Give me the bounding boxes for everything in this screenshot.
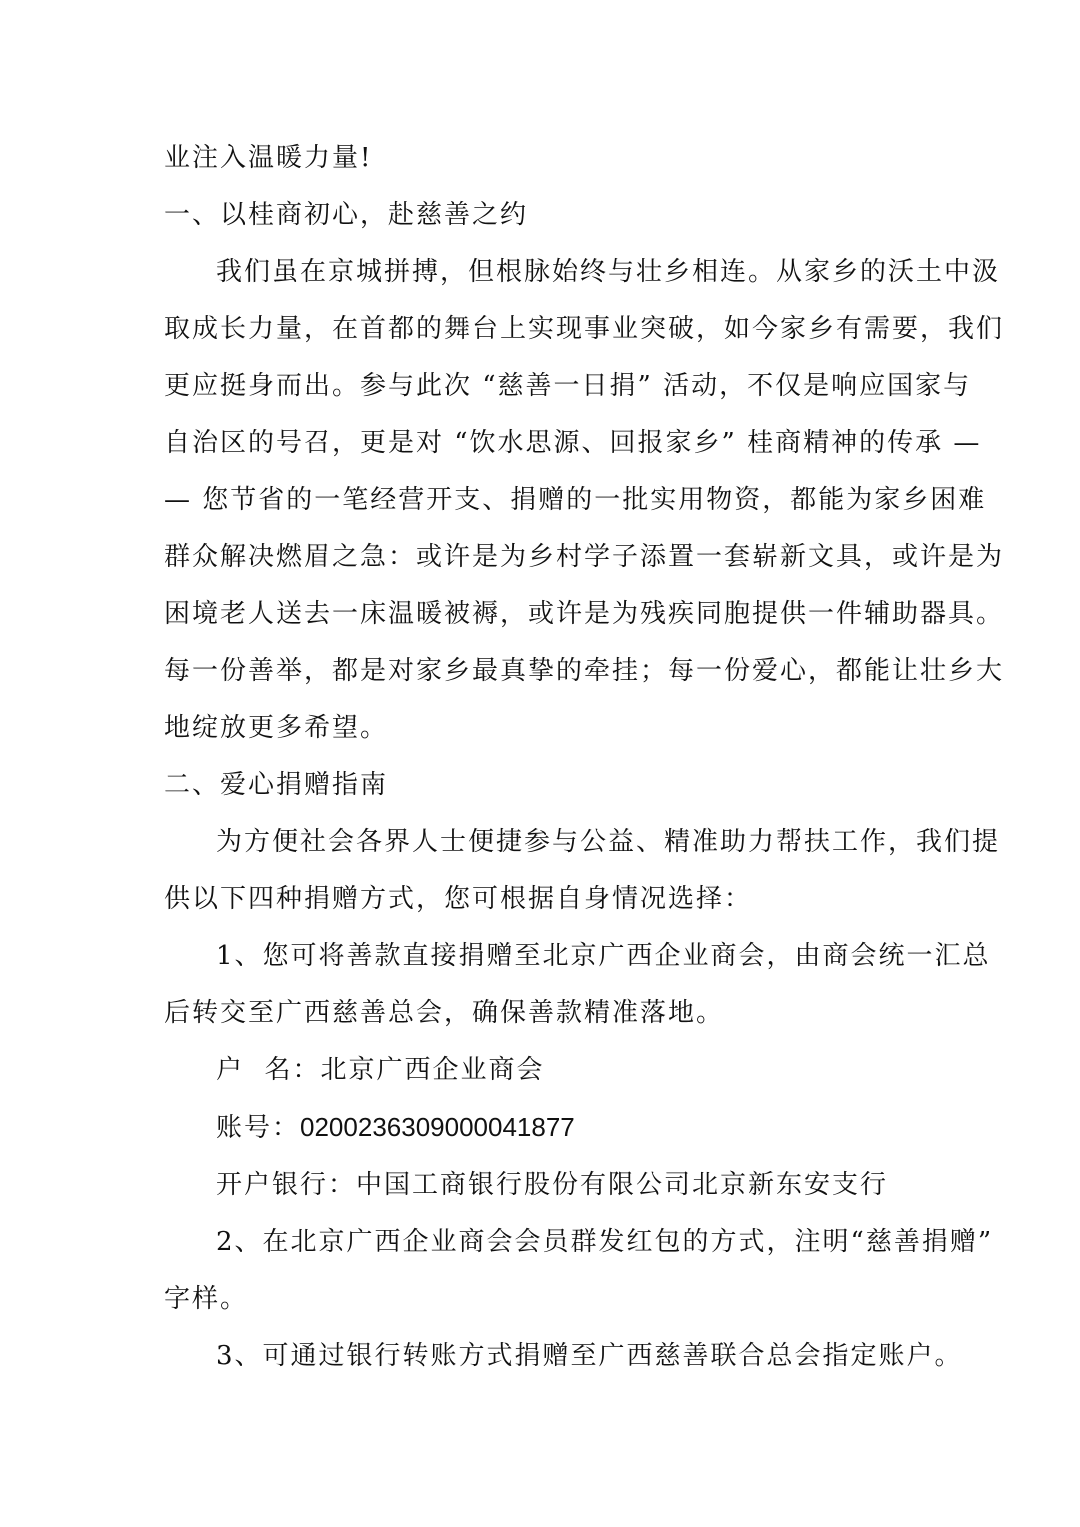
paragraph-line: 字样。: [164, 1284, 249, 1314]
paragraph-line: 为方便社会各界人士便捷参与公益、精准助力帮扶工作，我们提: [216, 827, 1001, 857]
paragraph-line: 每一份善举，都是对家乡最真挚的牵挂；每一份爱心，都能让壮乡大: [164, 656, 1005, 686]
paragraph-line: — 您节省的一笔经营开支、捐赠的一批实用物资，都能为家乡困难: [164, 485, 987, 515]
account-number: 0200236309000041877: [300, 1112, 575, 1142]
paragraph-line: 业注入温暖力量!: [164, 143, 373, 173]
paragraph-line: 地绽放更多希望。: [164, 713, 389, 743]
paragraph-line: 困境老人送去一床温暖被褥，或许是为残疾同胞提供一件辅助器具。: [164, 599, 1005, 629]
list-item-3: 3、可通过银行转账方式捐赠至广西慈善联合总会指定账户。: [216, 1341, 963, 1371]
paragraph-line: 自治区的号召，更是对 “饮水思源、回报家乡” 桂商精神的传承 —: [164, 428, 982, 458]
bank-name: 开户银行：中国工商银行股份有限公司北京新东安支行: [216, 1170, 889, 1200]
section-heading-1: 一、以桂商初心，赴慈善之约: [164, 200, 529, 230]
section-heading-2: 二、爱心捐赠指南: [164, 770, 389, 800]
paragraph-line: 供以下四种捐赠方式，您可根据自身情况选择：: [164, 884, 753, 914]
document-page: [164, 130, 1005, 1385]
paragraph-line: 我们虽在京城拼搏，但根脉始终与壮乡相连。从家乡的沃土中汲: [216, 257, 1001, 287]
list-item-2: 2、在北京广西企业商会会员群发红包的方式，注明“慈善捐赠”: [216, 1227, 994, 1257]
account-number-line: [164, 1099, 916, 1157]
paragraph-line: 取成长力量，在首都的舞台上实现事业突破，如今家乡有需要，我们: [164, 314, 1005, 344]
paragraph-line: 群众解决燃眉之急：或许是为乡村学子添置一套崭新文具，或许是为: [164, 542, 1005, 572]
paragraph-line: 后转交至广西慈善总会，确保善款精准落地。: [164, 998, 725, 1028]
account-number-label: 账号：: [216, 1113, 301, 1143]
account-name: 户 名：北京广西企业商会: [216, 1055, 545, 1085]
paragraph-line: 更应挺身而出。参与此次 “慈善一日捐” 活动，不仅是响应国家与: [164, 371, 972, 401]
list-item-1: 1、您可将善款直接捐赠至北京广西企业商会，由商会统一汇总: [216, 941, 991, 971]
